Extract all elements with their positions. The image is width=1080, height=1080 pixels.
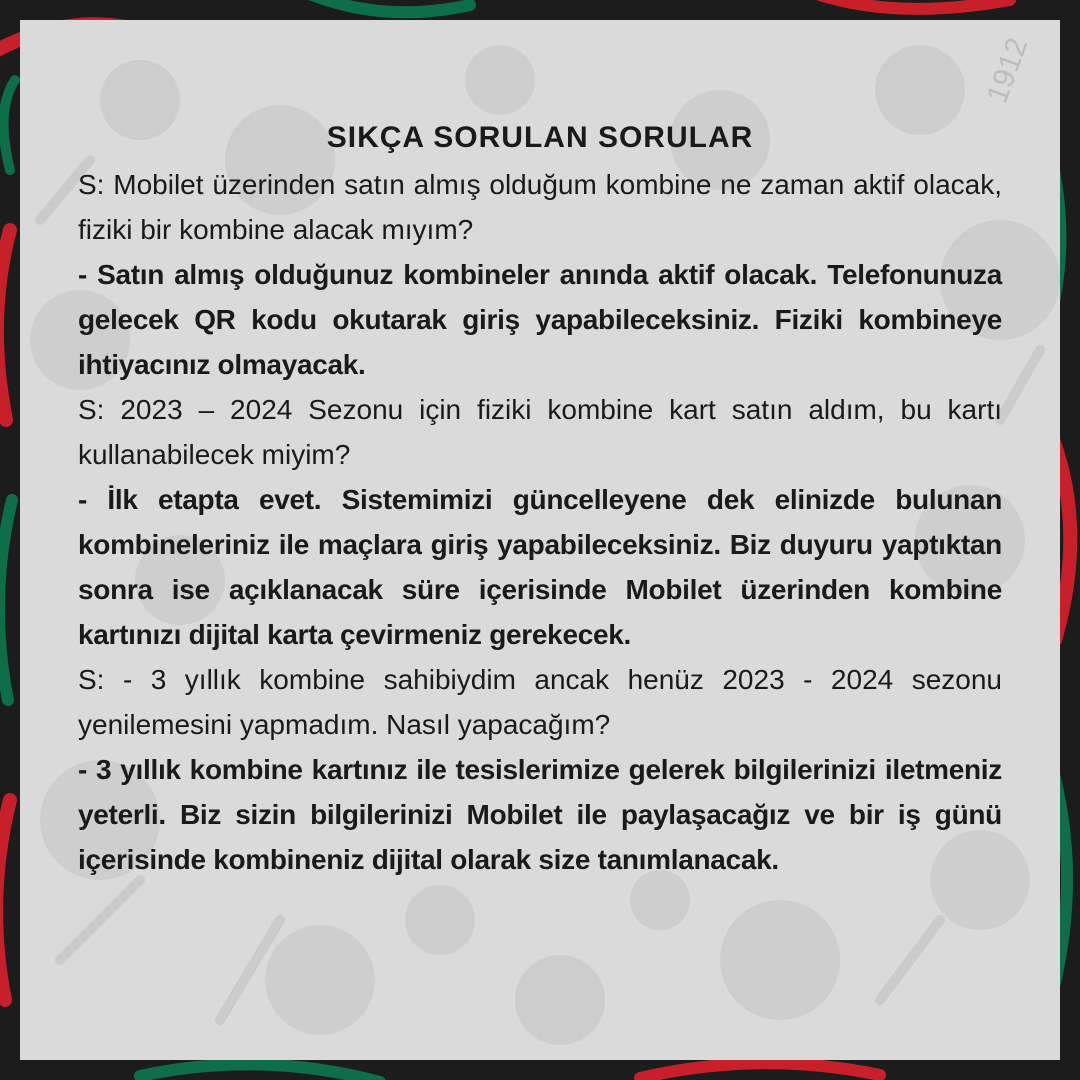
faq-answer-2: - İlk etapta evet. Sistemimizi güncelleyene dek elinizde bulunan kombineleriniz ile maçlara giriş yapabileceksiniz. Biz duyuru yaptıktan sonra ise açıklanacak süre içerisinde Mobilet üzerinden kombine kartınızı dijital karta çevirmeniz gerekecek. [78, 484, 1002, 650]
faq-answer-3: - 3 yıllık kombine kartınız ile tesislerimize gelerek bilgilerinizi iletmeniz yeterli. Biz sizin bilgilerinizi Mobilet ile paylaşacağız ve bir iş günü içerisinde kombineniz dijital olarak size tanımlanacak. [78, 754, 1002, 875]
faq-answer-1: - Satın almış olduğunuz kombineler anında aktif olacak. Telefonunuza gelecek QR kodu okutarak giriş yapabileceksiniz. Fiziki kombineye ihtiyacınız olmayacak. [78, 259, 1002, 380]
faq-content [78, 118, 1002, 882]
page-title: SIKÇA SORULAN SORULAR [326, 121, 754, 154]
faq-question-2: S: 2023 – 2024 Sezonu için fiziki kombine kart satın aldım, bu kartı kullanabilecek miyim? [78, 394, 1002, 470]
faq-question-1: S: Mobilet üzerinden satın almış olduğum kombine ne zaman aktif olacak, fiziki bir kombine alacak mıyım? [78, 169, 1002, 245]
faq-question-3: S: - 3 yıllık kombine sahibiydim ancak henüz 2023 - 2024 sezonu yenilemesini yapmadım. Nasıl yapacağım? [78, 664, 1002, 740]
faq-panel [20, 20, 1060, 1060]
svg-text:1912: 1912 [980, 33, 1035, 108]
